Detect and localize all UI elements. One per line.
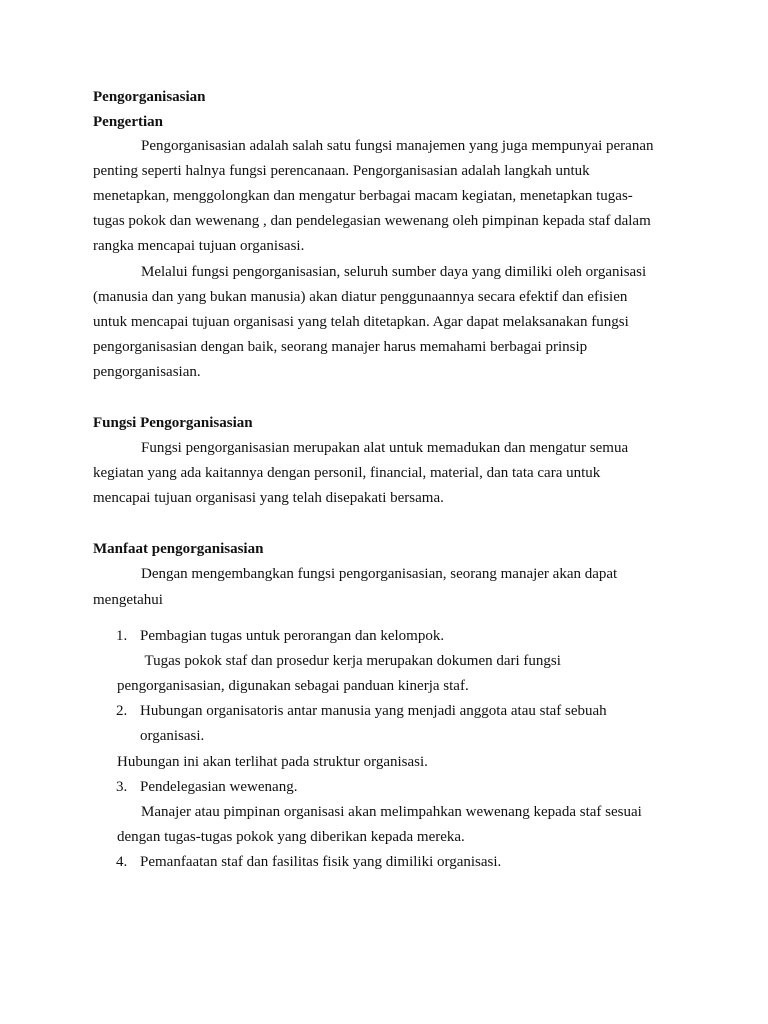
list-item-3-text: Pendelegasian wewenang.	[140, 779, 298, 795]
list-item-2-detail: Hubungan ini akan terlihat pada struktur organisasi.	[117, 754, 428, 770]
pengertian-p2-line4: pengorganisasian dengan baik, seorang manajer harus memahami berbagai prinsip	[93, 339, 588, 355]
fungsi-line2: kegiatan yang ada kaitannya dengan personil, financial, material, dan tata cara untuk	[93, 465, 601, 481]
list-item-2-text-line1: Hubungan organisatoris antar manusia yang menjadi anggota atau staf sebuah	[140, 703, 607, 719]
pengertian-p1-line1: Pengorganisasian adalah salah satu fungsi manajemen yang juga mempunyai peranan	[141, 138, 654, 154]
list-item-1-detail-line1: Tugas pokok staf dan prosedur kerja merupakan dokumen dari fungsi	[141, 653, 561, 669]
list-item-number-2: 2.	[116, 703, 128, 719]
document-title: Pengorganisasian	[93, 89, 206, 105]
list-item-number-3: 3.	[116, 779, 128, 795]
fungsi-line1: Fungsi pengorganisasian merupakan alat untuk memadukan dan mengatur semua	[141, 440, 629, 456]
pengertian-p1-line3: menetapkan, menggolongkan dan mengatur berbagai macam kegiatan, menetapkan tugas-	[93, 188, 633, 204]
manfaat-intro-line2: mengetahui	[93, 592, 163, 608]
pengertian-p1-line4: tugas pokok dan wewenang , dan pendelegasian wewenang oleh pimpinan kepada staf dalam	[93, 213, 651, 229]
list-item-3-detail-line2: dengan tugas-tugas pokok yang diberikan kepada mereka.	[117, 829, 465, 845]
list-item-number-1: 1.	[116, 628, 128, 644]
pengertian-p2-line3: untuk mencapai tujuan organisasi yang telah ditetapkan. Agar dapat melaksanakan fungsi	[93, 314, 629, 330]
pengertian-p1-line2: penting seperti halnya fungsi perencanaan. Pengorganisasian adalah langkah untuk	[93, 163, 590, 179]
list-item-1-detail-line2: pengorganisasian, digunakan sebagai panduan kinerja staf.	[117, 678, 469, 694]
list-item-1-text: Pembagian tugas untuk perorangan dan kelompok.	[140, 628, 445, 644]
list-item-3-detail-line1: Manajer atau pimpinan organisasi akan melimpahkan wewenang kepada staf sesuai	[141, 804, 642, 820]
list-item-2-text-line2: organisasi.	[140, 728, 205, 744]
heading-pengertian: Pengertian	[93, 114, 163, 130]
heading-manfaat: Manfaat pengorganisasian	[93, 541, 264, 557]
pengertian-p2-line1: Melalui fungsi pengorganisasian, seluruh sumber daya yang dimiliki oleh organisasi	[141, 264, 647, 280]
heading-fungsi: Fungsi Pengorganisasian	[93, 415, 253, 431]
pengertian-p1-line5: rangka mencapai tujuan organisasi.	[93, 238, 305, 254]
list-item-4-text: Pemanfaatan staf dan fasilitas fisik yang dimiliki organisasi.	[140, 854, 502, 870]
pengertian-p2-line5: pengorganisasian.	[93, 364, 201, 380]
list-item-number-4: 4.	[116, 854, 128, 870]
manfaat-intro-line1: Dengan mengembangkan fungsi pengorganisasian, seorang manajer akan dapat	[141, 566, 618, 582]
fungsi-line3: mencapai tujuan organisasi yang telah disepakati bersama.	[93, 490, 444, 506]
pengertian-p2-line2: (manusia dan yang bukan manusia) akan diatur penggunaannya secara efektif dan efisien	[93, 289, 628, 305]
